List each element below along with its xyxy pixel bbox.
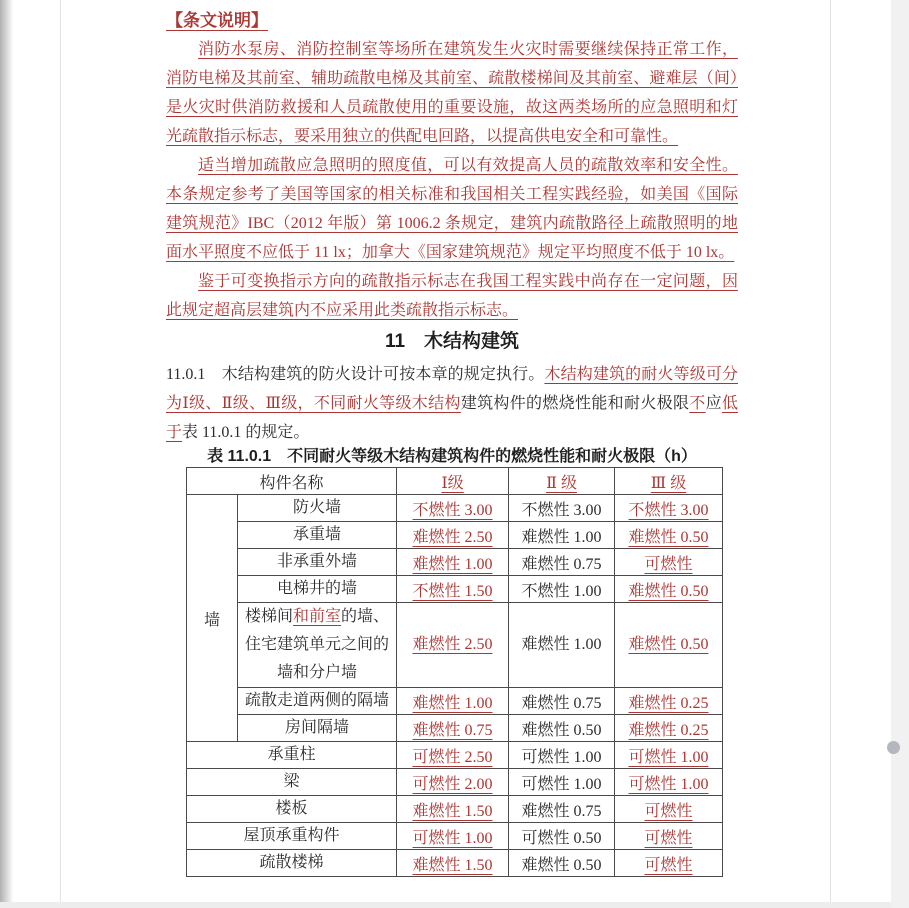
value-cell <box>509 688 615 715</box>
table-row <box>187 603 723 688</box>
revision-text: 适当增加疏散应急照明的照度值，可以有效提高人员的疏散效率和安全性。本条规定参考了美国等国家的相关标准和我国相关工程实践经验，如美国《国际建筑规范》IBC（2012 年版）第 1006.2 条规定，建筑内疏散路径上疏散照明的地面水平照度不应低于 11 lx；加拿大《国家建筑规范》规定平均照度不低于 10 lx。 <box>166 157 738 261</box>
revision-text: 难燃性 0.50 <box>628 582 709 600</box>
plain-text: 电梯井的墙 <box>277 580 358 597</box>
value-cell <box>615 603 723 688</box>
revision-text: 消防水泵房、消防控制室等场所在建筑发生火灾时需要继续保持正常工作，消防电梯及其前室、辅助疏散电梯及其前室、疏散楼梯间及其前室、避难层（间）是火灾时供消防救援和人员疏散使用的重要设施，故这两类场所的应急照明和灯光疏散指示标志，要采用独立的供配电回路，以提高供电安全和可靠性。 <box>166 41 738 145</box>
value-cell <box>397 549 509 576</box>
value-cell <box>509 742 615 769</box>
revision-text: 和前室 <box>293 608 342 625</box>
document-content <box>166 6 738 877</box>
revision-text: 不燃性 3.00 <box>628 501 709 519</box>
table-row <box>187 769 723 796</box>
component-name-cell <box>187 823 397 850</box>
commentary-paragraph <box>166 267 738 325</box>
plain-text: 可燃性 1.00 <box>521 748 602 766</box>
revision-text: 难燃性 1.00 <box>412 694 493 712</box>
plain-text: 屋顶承重构件 <box>243 827 340 844</box>
revision-text: 木结构建筑的耐火等级可分为Ⅰ级、Ⅱ级、Ⅲ级，不同耐火等级木结构 <box>166 366 738 412</box>
value-cell <box>615 522 723 549</box>
value-cell <box>615 823 723 850</box>
revision-text: 可燃性 1.00 <box>628 775 709 793</box>
page-edge-shadow <box>0 0 15 908</box>
value-cell <box>397 603 509 688</box>
commentary-paragraph <box>166 35 738 151</box>
plain-text: 承重墙 <box>293 526 342 543</box>
column-header-level <box>509 468 615 495</box>
value-cell <box>397 742 509 769</box>
plain-text: 难燃性 0.50 <box>521 721 602 739</box>
plain-text: 难燃性 0.75 <box>521 555 602 573</box>
section-label: 【条文说明】 <box>166 11 268 30</box>
scrollbar-track[interactable] <box>891 0 909 908</box>
component-name-cell <box>238 495 397 522</box>
plain-text: 难燃性 1.00 <box>521 636 602 653</box>
column-header-component: 构件名称 <box>187 468 397 495</box>
plain-text: 不燃性 3.00 <box>521 501 602 519</box>
table-header-row <box>187 468 723 495</box>
value-cell <box>397 850 509 877</box>
revision-text: Ⅰ级 <box>441 474 464 492</box>
revision-text: 可燃性 2.00 <box>412 775 493 793</box>
component-name-cell <box>187 742 397 769</box>
component-name-cell <box>238 688 397 715</box>
value-cell <box>397 495 509 522</box>
plain-text: 疏散走道两侧的隔墙 <box>245 692 390 709</box>
revision-text: 难燃性 0.50 <box>628 636 709 653</box>
value-cell <box>397 576 509 603</box>
table-caption: 表 11.0.1 不同耐火等级木结构建筑构件的燃烧性能和耐火极限（h） <box>207 448 697 465</box>
commentary-paragraphs <box>166 35 738 325</box>
component-name-cell <box>187 796 397 823</box>
revision-text: 难燃性 2.50 <box>412 636 493 653</box>
plain-text: 的墙、住宅建筑单元之间的墙和分户墙 <box>245 608 390 681</box>
value-cell <box>397 769 509 796</box>
table-row <box>187 742 723 769</box>
plain-text: 疏散楼梯 <box>259 854 324 871</box>
value-cell <box>615 769 723 796</box>
component-name-cell <box>238 549 397 576</box>
page-left-border <box>60 0 61 902</box>
table-row <box>187 688 723 715</box>
value-cell <box>615 688 723 715</box>
plain-text: 可燃性 0.50 <box>521 829 602 847</box>
plain-text: 表 11.0.1 的规定。 <box>182 424 310 441</box>
component-name-cell <box>238 715 397 742</box>
revision-text: Ⅱ 级 <box>546 474 577 492</box>
value-cell <box>615 715 723 742</box>
value-cell <box>509 522 615 549</box>
revision-text: 不燃性 1.50 <box>412 582 493 600</box>
revision-text: 难燃性 0.75 <box>412 721 493 739</box>
plain-text: 楼梯间 <box>244 608 293 625</box>
table-row <box>187 576 723 603</box>
revision-text: 不燃性 3.00 <box>412 501 493 519</box>
value-cell <box>615 850 723 877</box>
table-row <box>187 796 723 823</box>
plain-text: 楼板 <box>275 800 308 817</box>
value-cell <box>509 495 615 522</box>
value-cell <box>509 823 615 850</box>
revision-text: 难燃性 2.50 <box>412 528 493 546</box>
revision-text: Ⅲ 级 <box>650 474 687 492</box>
revision-text: 难燃性 1.50 <box>412 856 493 874</box>
plain-text: 难燃性 1.00 <box>521 528 602 546</box>
plain-text: 房间隔墙 <box>285 719 350 736</box>
plain-text: 应 <box>705 395 722 412</box>
value-cell <box>397 823 509 850</box>
table-row <box>187 823 723 850</box>
revision-text: 可燃性 <box>644 555 693 573</box>
column-header-level <box>615 468 723 495</box>
chapter-heading: 11 木结构建筑 <box>384 331 520 352</box>
plain-text: 可燃性 1.00 <box>521 775 602 793</box>
revision-text: 不 <box>689 395 706 412</box>
table-row <box>187 549 723 576</box>
component-name-cell <box>238 522 397 549</box>
revision-text: 可燃性 <box>644 856 693 874</box>
revision-text: 可燃性 2.50 <box>412 748 493 766</box>
component-name-cell <box>238 603 397 688</box>
value-cell <box>509 603 615 688</box>
revision-text: 可燃性 1.00 <box>628 748 709 766</box>
value-cell <box>615 576 723 603</box>
table-row <box>187 495 723 522</box>
component-name-cell <box>187 769 397 796</box>
revision-text: 可燃性 <box>644 802 693 820</box>
plain-text: 11.0.1 木结构建筑的防火设计可按本章的规定执行。 <box>166 366 545 383</box>
revision-text: 低于 <box>166 395 738 441</box>
value-cell <box>397 522 509 549</box>
revision-text: 难燃性 0.25 <box>628 694 709 712</box>
bottom-background-strip <box>0 902 909 908</box>
plain-text: 非承重外墙 <box>277 553 358 570</box>
plain-text: 不燃性 1.00 <box>521 582 602 600</box>
revision-text: 可燃性 <box>644 829 693 847</box>
value-cell <box>397 688 509 715</box>
value-cell <box>615 796 723 823</box>
revision-text: 难燃性 1.50 <box>412 802 493 820</box>
commentary-paragraph <box>166 151 738 267</box>
revision-text: 难燃性 0.25 <box>628 721 709 739</box>
value-cell <box>615 742 723 769</box>
table-row <box>187 715 723 742</box>
value-cell <box>397 796 509 823</box>
page-right-border <box>830 0 831 902</box>
plain-text: 防火墙 <box>293 499 342 516</box>
group-cell: 墙 <box>187 495 238 742</box>
plain-text: 难燃性 0.75 <box>521 802 602 820</box>
revision-text: 难燃性 0.50 <box>628 528 709 546</box>
revision-text: 鉴于可变换指示方向的疏散指示标志在我国工程实践中尚存在一定问题，因此规定超高层建筑内不应采用此类疏散指示标志。 <box>166 273 738 319</box>
table-row <box>187 850 723 877</box>
value-cell <box>509 549 615 576</box>
revision-text: 可燃性 1.00 <box>412 829 493 847</box>
table-row <box>187 522 723 549</box>
value-cell <box>509 769 615 796</box>
plain-text: 承重柱 <box>267 746 316 763</box>
value-cell <box>397 715 509 742</box>
component-name-cell <box>187 850 397 877</box>
clause-11-0-1 <box>166 360 738 447</box>
value-cell <box>509 715 615 742</box>
fire-resistance-table <box>186 467 723 877</box>
plain-text: 难燃性 0.50 <box>521 856 602 874</box>
plain-text: 建筑构件的燃烧性能和耐火极限 <box>460 395 690 412</box>
plain-text: 梁 <box>283 773 300 790</box>
value-cell <box>509 850 615 877</box>
value-cell <box>615 549 723 576</box>
revision-text: 难燃性 1.00 <box>412 555 493 573</box>
value-cell <box>615 495 723 522</box>
value-cell <box>509 796 615 823</box>
scrollbar-thumb[interactable] <box>887 741 900 754</box>
plain-text: 难燃性 0.75 <box>521 694 602 712</box>
value-cell <box>509 576 615 603</box>
column-header-level <box>397 468 509 495</box>
component-name-cell <box>238 576 397 603</box>
